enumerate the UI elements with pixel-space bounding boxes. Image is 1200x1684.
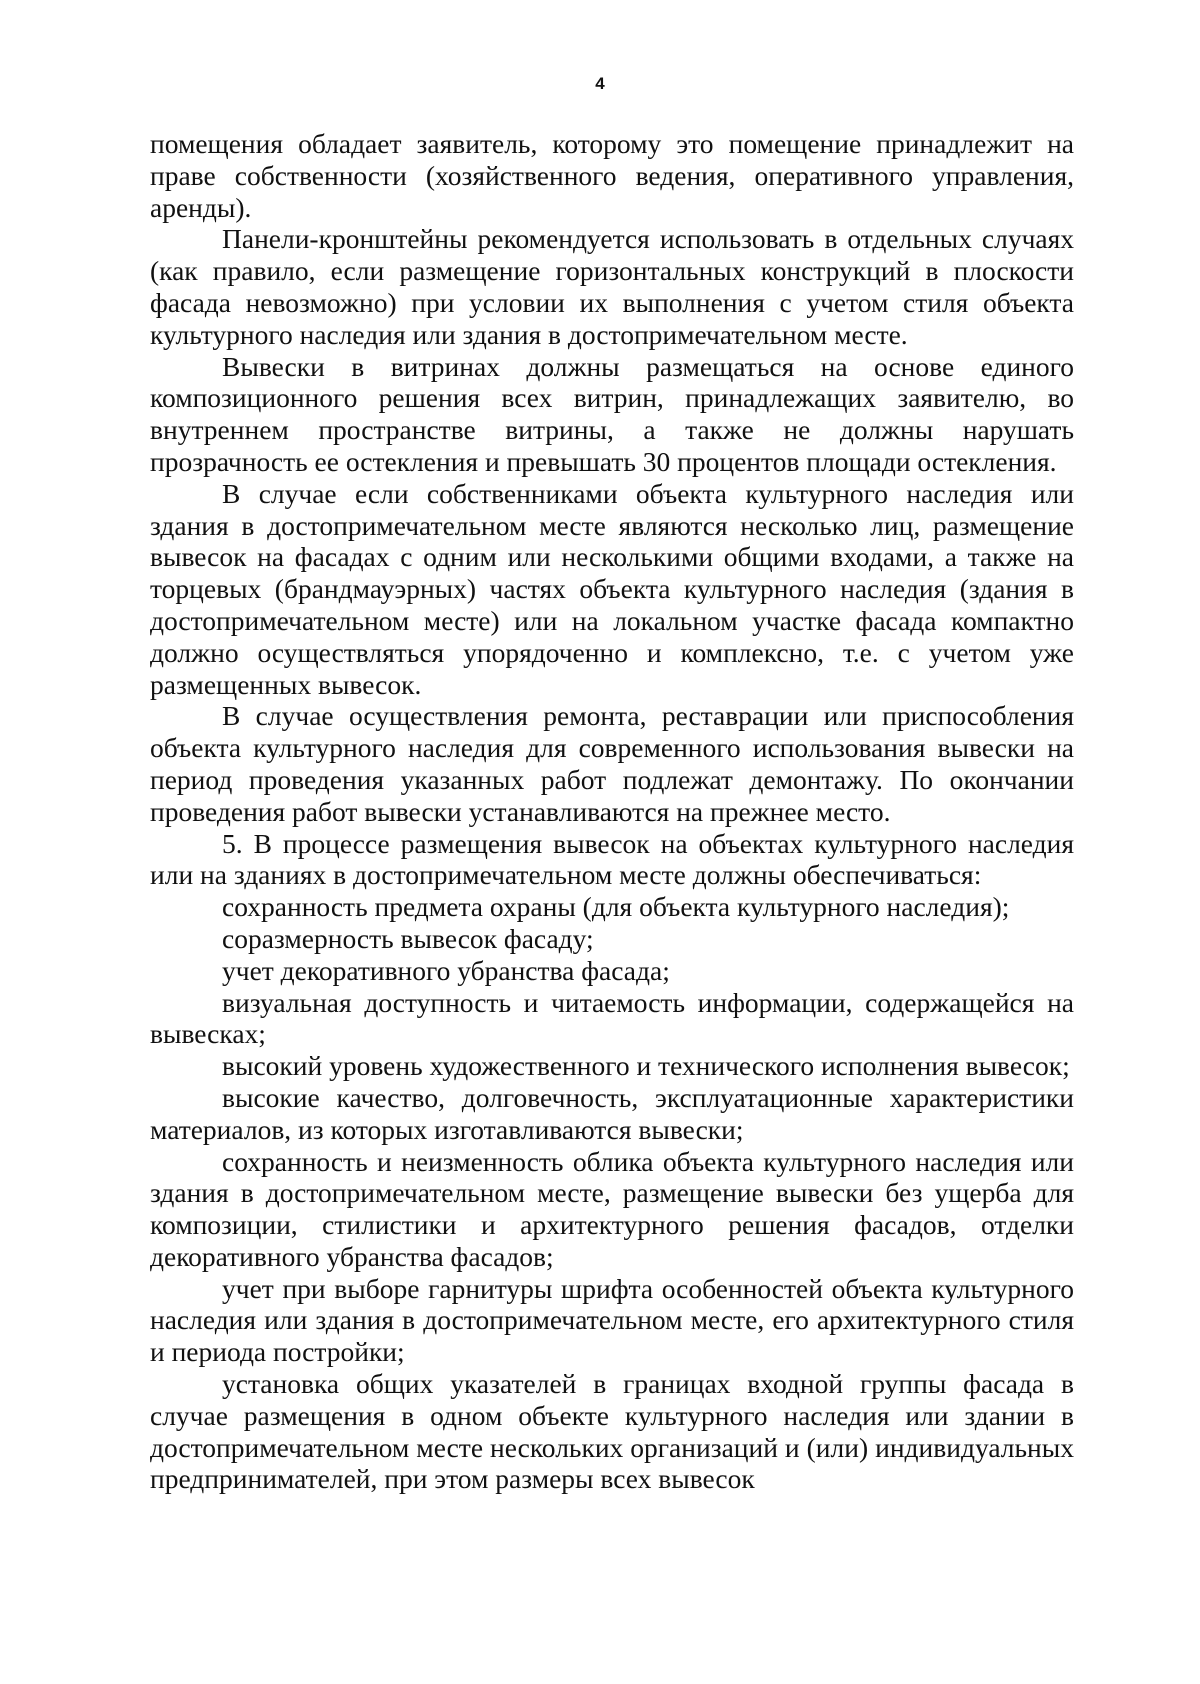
paragraph-multiple-owners: В случае если собственниками объекта культурного наследия или здания в достопримечательном месте являются несколько лиц, размещение вывесок на фасадах с одним или несколькими общими входами, а также на торцевых (брандмауэрных) частях объекта культурного наследия (здания в достопримечательном месте) или на локальном участке фасада компактно должно осуществляться упорядоченно и комплексно, т.е. с учетом уже размещенных вывесок.: [150, 477, 1074, 700]
document-body: [150, 128, 1074, 1495]
paragraph-section-5: 5. В процессе размещения вывесок на объектах культурного наследия или на зданиях в достопримечательном месте должны обеспечиваться:: [150, 827, 1074, 891]
list-item-materials: высокие качество, долговечность, эксплуатационные характеристики материалов, из которых изготавливаются вывески;: [150, 1081, 1074, 1145]
list-item-appearance: сохранность и неизменность облика объекта культурного наследия или здания в достопримечательном месте, размещение вывески без ущерба для композиции, стилистики и архитектурного решения фасадов, отделки декоративного убранства фасадов;: [150, 1145, 1074, 1272]
list-item-proportionality: соразмерность вывесок фасаду;: [222, 922, 594, 954]
paragraph-panel-brackets: Панели-кронштейны рекомендуется использовать в отдельных случаях (как правило, если размещение горизонтальных конструкций в плоскости фасада невозможно) при условии их выполнения с учетом стиля объекта культурного наследия или здания в достопримечательном месте.: [150, 223, 1074, 350]
list-item-quality-level: высокий уровень художественного и технического исполнения вывесок;: [222, 1050, 1070, 1082]
list-item-decoration: учет декоративного убранства фасада;: [222, 954, 670, 986]
paragraph-window-signs: Вывески в витринах должны размещаться на основе единого композиционного решения всех витрин, принадлежащих заявителю, во внутреннем пространстве витрины, а также не должны нарушать прозрачность ее остекления и превышать 30 процентов площади остекления.: [150, 350, 1074, 477]
list-item-visibility: визуальная доступность и читаемость информации, содержащейся на вывесках;: [150, 986, 1074, 1050]
paragraph-continuation: помещения обладает заявитель, которому это помещение принадлежит на праве собственности (хозяйственного ведения, оперативного управления, аренды).: [150, 128, 1074, 223]
page-number: 4: [595, 74, 605, 93]
list-item-font-choice: учет при выборе гарнитуры шрифта особенностей объекта культурного наследия или здания в достопримечательном месте, его архитектурного стиля и периода постройки;: [150, 1272, 1074, 1368]
paragraph-repair-dismantling: В случае осуществления ремонта, реставрации или приспособления объекта культурного наследия для современного использования вывески на период проведения указанных работ подлежат демонтажу. По окончании проведения работ вывески устанавливаются на прежнее место.: [150, 700, 1074, 827]
list-item-common-signs: установка общих указателей в границах входной группы фасада в случае размещения в одном объекте культурного наследия или здании в достопримечательном месте нескольких организаций и (или) индивидуальных предпринимателей, при этом размеры всех вывесок: [150, 1368, 1074, 1495]
list-item-protection: сохранность предмета охраны (для объекта культурного наследия);: [222, 891, 1010, 923]
